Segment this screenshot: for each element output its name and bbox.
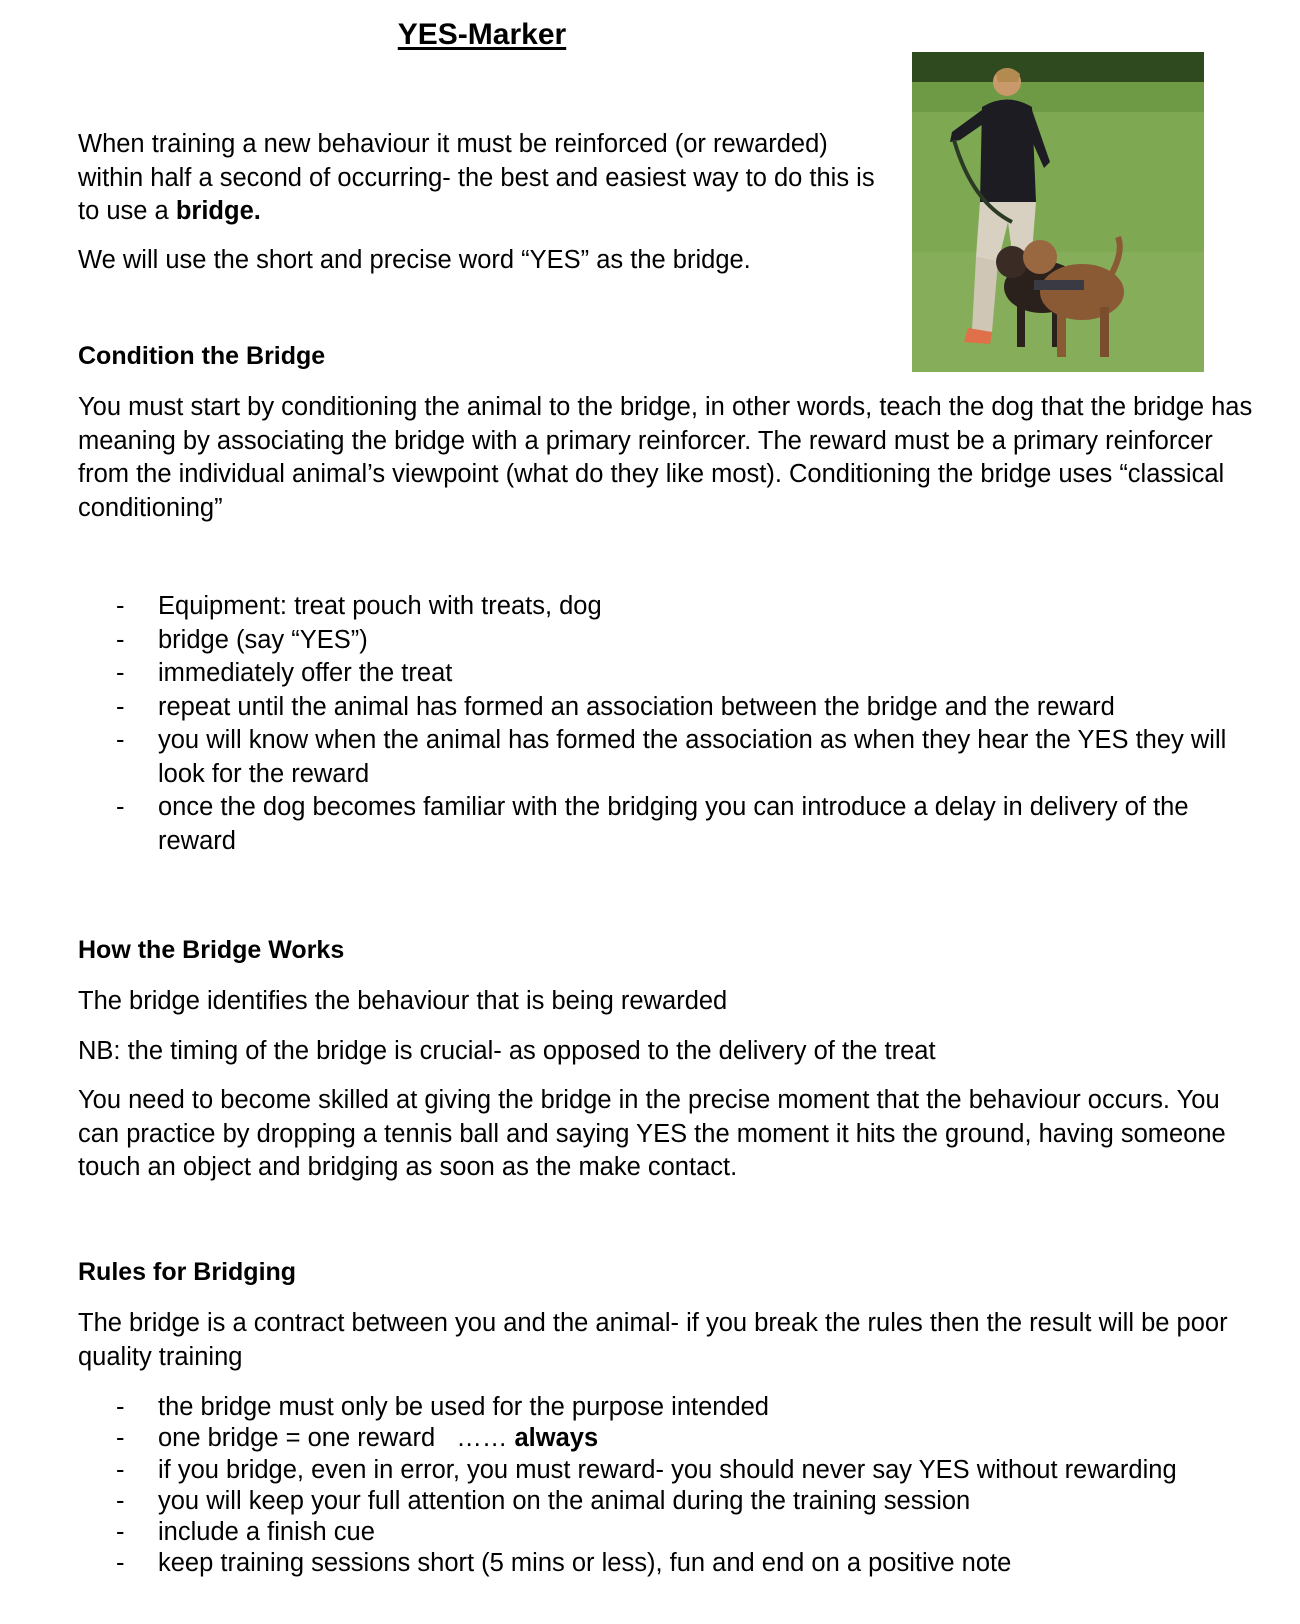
how-section: [78, 936, 1258, 1185]
list-item: [78, 624, 1258, 658]
list-item: [78, 1423, 1258, 1454]
list-item-text: Equipment: treat pouch with treats, dog: [158, 592, 602, 620]
bullet-dash: -: [116, 1518, 125, 1547]
list-item-text: once the dog becomes familiar with the bridging you can introduce a delay in delivery of the reward: [158, 793, 1189, 855]
intro-section: [78, 128, 878, 277]
bullet-dash: -: [116, 625, 125, 654]
rules-section: [78, 1258, 1258, 1580]
list-item-text: bridge (say “YES”): [158, 625, 368, 654]
bullet-dash: -: [116, 1455, 125, 1484]
list-item: [78, 657, 1258, 691]
how-paragraph-1: The bridge identifies the behaviour that is being rewarded: [78, 987, 728, 1015]
condition-section: [78, 342, 1258, 858]
list-item-text: keep training sessions short (5 mins or less), fun and end on a positive note: [158, 1549, 1012, 1578]
list-item: [78, 791, 1258, 858]
list-item-text: include a finish cue: [158, 1518, 375, 1547]
list-item-bold: always: [514, 1424, 599, 1453]
list-item-text: if you bridge, even in error, you must reward- you should never say YES without rewarding: [158, 1455, 1177, 1484]
list-item-text: you will know when the animal has formed the association as when they hear the YES they will look for the reward: [158, 726, 1227, 788]
bullet-dash: -: [116, 659, 125, 687]
list-item: [78, 691, 1258, 725]
how-heading: How the Bridge Works: [78, 936, 345, 964]
list-item-text: the bridge must only be used for the purpose intended: [158, 1393, 769, 1421]
condition-heading: Condition the Bridge: [78, 342, 326, 370]
condition-paragraph: You must start by conditioning the animal to the bridge, in other words, teach the dog that the bridge has meaning by associating the bridge with a primary reinforcer. The reward must be a primary reinforcer from the individual animal’s viewpoint (what do they like most). Conditioning the bridge uses “classical conditioning”: [78, 393, 1253, 522]
list-item: [78, 590, 1258, 624]
list-item: [78, 1517, 1258, 1548]
condition-list: [78, 590, 1258, 858]
how-paragraph-3: You need to become skilled at giving the bridge in the precise moment that the behaviour occurs. You can practice by dropping a tennis ball and saying YES the moment it hits the ground, having someone touch an object and bridging as soon as the make contact.: [78, 1086, 1226, 1181]
rules-list: [78, 1392, 1258, 1580]
bullet-dash: -: [116, 692, 125, 721]
rules-paragraph: The bridge is a contract between you and the animal- if you break the rules then the result will be poor quality training: [78, 1309, 1228, 1371]
dog-training-photo: [912, 52, 1204, 372]
intro-paragraph-1: [78, 128, 878, 229]
list-item-text: one bridge = one reward ……: [158, 1424, 515, 1453]
list-item: [78, 724, 1258, 791]
rules-heading: Rules for Bridging: [78, 1258, 297, 1286]
intro-paragraph-2: We will use the short and precise word “YES” as the bridge.: [78, 245, 751, 274]
list-item: [78, 1548, 1258, 1579]
bullet-dash: -: [116, 1549, 125, 1578]
list-item-text: immediately offer the treat: [158, 659, 453, 687]
page-title: YES-Marker: [397, 18, 567, 51]
bullet-dash: -: [116, 1486, 125, 1515]
dog-training-photo-icon: [912, 52, 1204, 372]
bullet-dash: -: [116, 793, 125, 821]
list-item-text: you will keep your full attention on the animal during the training session: [158, 1486, 971, 1515]
bullet-dash: -: [116, 592, 125, 620]
list-item: [78, 1455, 1258, 1486]
how-paragraph-2: NB: the timing of the bridge is crucial- as opposed to the delivery of the treat: [78, 1036, 936, 1065]
bullet-dash: -: [116, 726, 125, 754]
intro-paragraph-1-text: When training a new behaviour it must be reinforced (or rewarded) within half a second of occurring- the best and easiest way to do this is to use a: [78, 130, 875, 225]
list-item: [78, 1486, 1258, 1517]
bullet-dash: -: [116, 1424, 125, 1453]
intro-paragraph-1-bold: bridge.: [175, 197, 261, 225]
bullet-dash: -: [116, 1393, 125, 1421]
list-item: [78, 1392, 1258, 1423]
list-item-text: repeat until the animal has formed an association between the bridge and the reward: [158, 692, 1115, 721]
